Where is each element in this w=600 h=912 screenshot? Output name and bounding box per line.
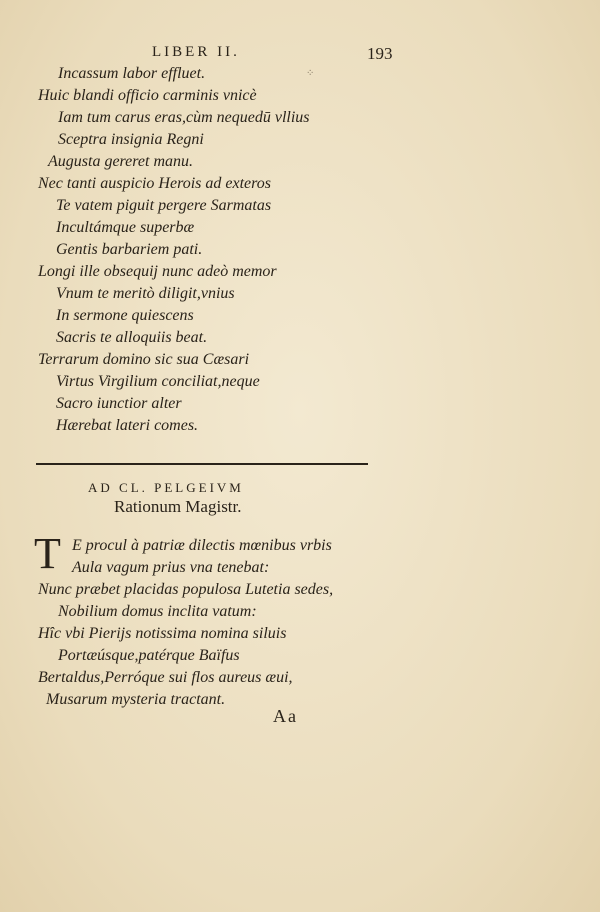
catchword: Aa xyxy=(273,706,298,726)
verse-line: Gentis barbariem pati. xyxy=(56,241,203,258)
verse-line: Musarum mysteria tractant. xyxy=(46,691,226,708)
verse-line: Bertaldus,Perróque sui flos aureus æui, xyxy=(38,669,293,686)
verse-line: Sacris te alloquiis beat. xyxy=(56,329,208,346)
verse-line: Hærebat lateri comes. xyxy=(56,417,199,434)
poem-subtitle: Rationum Magistr. xyxy=(114,497,242,516)
verse-line: Iam tum carus eras,cùm nequedū vllius xyxy=(58,109,310,126)
verse-line: Vnum te meritò diligit,vnius xyxy=(56,285,235,302)
verse-line: Incassum labor effluet. xyxy=(58,65,206,82)
verse-line: Virtus Virgilium conciliat,neque xyxy=(56,373,260,390)
verse-line: Nec tanti auspicio Herois ad exteros xyxy=(38,175,271,192)
verse-line: Terrarum domino sic sua Cæsari xyxy=(38,351,250,368)
verse-line: Portæúsque,patérque Baïfus xyxy=(58,647,240,664)
verse-line: Sacro iunctior alter xyxy=(56,395,182,412)
ink-smudge-icon: ⁘ xyxy=(306,68,315,79)
verse-line: In sermone quiescens xyxy=(56,307,194,324)
verse-line: Incultámque superbæ xyxy=(56,219,195,236)
running-head: LIBER II. xyxy=(152,44,240,60)
verse-line: Te vatem piguit pergere Sarmatas xyxy=(56,197,272,214)
page-number: 193 xyxy=(367,44,393,63)
drop-cap: T xyxy=(34,529,61,578)
verse-line: Longi ille obsequij nunc adeò memor xyxy=(38,263,277,280)
verse-line: Sceptra insignia Regni xyxy=(58,131,204,148)
verse-line: Augusta gereret manu. xyxy=(48,153,194,170)
verse-line: Nobilium domus inclita vatum: xyxy=(58,603,257,620)
verse-line: Huic blandi officio carminis vnicè xyxy=(38,87,257,104)
poem-title: AD CL. PELGEIVM xyxy=(88,480,244,495)
verse-line: Nunc præbet placidas populosa Lutetia sedes, xyxy=(38,581,334,598)
verse-line: Hîc vbi Pierijs notissima nomina siluis xyxy=(38,625,287,642)
verse-line: E procul à patriæ dilectis mœnibus vrbis xyxy=(72,537,332,554)
verse-line: Aula vagum prius vna tenebat: xyxy=(72,559,270,576)
